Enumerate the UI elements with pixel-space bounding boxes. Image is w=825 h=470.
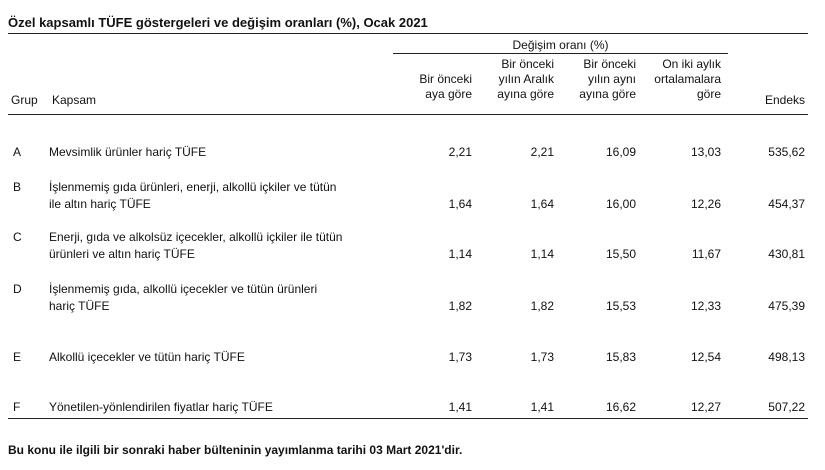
row-scope-line: ürünleri ve altın hariç TÜFE <box>49 247 195 261</box>
row-value-aralik: 1,14 <box>530 247 554 261</box>
header-rule <box>8 114 808 115</box>
row-value-aralik: 1,41 <box>530 400 554 414</box>
row-group-code: E <box>13 350 22 364</box>
row-value-yillik: 15,53 <box>605 299 636 313</box>
col-average-header-line3: göre <box>696 87 721 101</box>
col-scope-header: Kapsam <box>52 93 97 107</box>
row-value-yillik: 15,50 <box>605 247 636 261</box>
row-scope <box>49 349 394 366</box>
row-scope-line: Alkollü içecekler ve tütün hariç TÜFE <box>49 350 245 364</box>
col-december-header-line1: Bir önceki <box>501 57 554 71</box>
col-group-header: Grup <box>11 93 38 107</box>
row-value-endeks: 475,39 <box>768 299 805 313</box>
row-scope-line: İşlenmemiş gıda, alkollü içecekler ve tütün ürünleri <box>49 282 318 296</box>
col-average-header-line2: ortalamalara <box>654 72 721 86</box>
row-value-aylik: 1,41 <box>448 400 472 414</box>
bottom-rule <box>8 418 808 419</box>
row-value-aralik: 1,73 <box>530 350 554 364</box>
row-value-ortalama: 12,33 <box>690 299 721 313</box>
footer-note: Bu konu ile ilgili bir sonraki haber bülteninin yayımlanma tarihi 03 Mart 2021'dir. <box>8 443 463 457</box>
col-december-header-line2: yılın Aralık <box>498 72 554 86</box>
row-value-aylik: 1,82 <box>448 299 472 313</box>
row-scope-line: hariç TÜFE <box>49 299 110 313</box>
row-value-endeks: 430,81 <box>768 247 805 261</box>
row-group-code: F <box>13 400 21 414</box>
row-scope <box>49 179 394 213</box>
row-value-yillik: 16,62 <box>605 400 636 414</box>
row-value-aylik: 1,73 <box>448 350 472 364</box>
col-monthly-header <box>393 72 472 102</box>
row-value-aylik: 1,64 <box>448 197 472 211</box>
row-scope-line: Enerji, gıda ve alkolsüz içecekler, alkollü içkiler ile tütün <box>49 230 343 244</box>
col-annual-header-line1: Bir önceki <box>583 57 636 71</box>
col-annual-header-line3: ayına göre <box>579 87 636 101</box>
row-value-ortalama: 11,67 <box>691 247 721 261</box>
row-value-yillik: 16,00 <box>605 197 636 211</box>
row-value-ortalama: 12,26 <box>690 197 721 211</box>
row-value-aylik: 1,14 <box>448 247 472 261</box>
col-annual-header-line2: yılın aynı <box>587 72 636 86</box>
row-group-code: A <box>13 145 22 159</box>
row-group-code: D <box>13 282 22 296</box>
row-scope-line: İşlenmemiş gıda ürünleri, enerji, alkollü içkiler ve tütün <box>49 180 337 194</box>
row-value-yillik: 15,83 <box>605 350 636 364</box>
row-value-aralik: 1,64 <box>530 197 554 211</box>
row-scope <box>49 144 394 161</box>
col-december-header-line3: ayına göre <box>497 87 554 101</box>
row-group-code: C <box>13 230 22 244</box>
row-value-endeks: 498,13 <box>768 350 805 364</box>
row-value-ortalama: 12,54 <box>690 350 721 364</box>
top-rule <box>8 33 808 34</box>
row-scope <box>49 281 394 315</box>
row-scope <box>49 399 394 416</box>
col-december-header <box>472 57 554 102</box>
row-value-endeks: 507,22 <box>768 400 805 414</box>
col-average-header <box>636 57 721 102</box>
col-monthly-header-line2: aya göre <box>425 87 472 101</box>
row-group-code: B <box>13 180 22 194</box>
row-value-aralik: 1,82 <box>530 299 554 313</box>
row-value-aylik: 2,21 <box>448 145 472 159</box>
row-value-ortalama: 13,03 <box>690 145 721 159</box>
table-title: Özel kapsamlı TÜFE göstergeleri ve değişim oranları (%), Ocak 2021 <box>8 15 428 30</box>
col-monthly-header-line1: Bir önceki <box>419 72 472 86</box>
change-rate-group-header: Değişim oranı (%) <box>512 38 609 52</box>
row-value-endeks: 535,62 <box>768 145 805 159</box>
row-scope-line: Mevsimlik ürünler hariç TÜFE <box>49 145 207 159</box>
row-scope-line: ile altın hariç TÜFE <box>49 197 151 211</box>
row-scope <box>49 229 394 263</box>
row-value-ortalama: 12,27 <box>690 400 721 414</box>
row-value-aralik: 2,21 <box>530 145 554 159</box>
row-scope-line: Yönetilen-yönlendirilen fiyatlar hariç TÜFE <box>49 400 273 414</box>
col-index-header: Endeks <box>764 93 805 107</box>
row-value-endeks: 454,37 <box>768 197 805 211</box>
col-average-header-line1: On iki aylık <box>662 57 721 71</box>
group-header-rule <box>393 53 728 54</box>
col-annual-header <box>554 57 636 102</box>
row-value-yillik: 16,09 <box>605 145 636 159</box>
